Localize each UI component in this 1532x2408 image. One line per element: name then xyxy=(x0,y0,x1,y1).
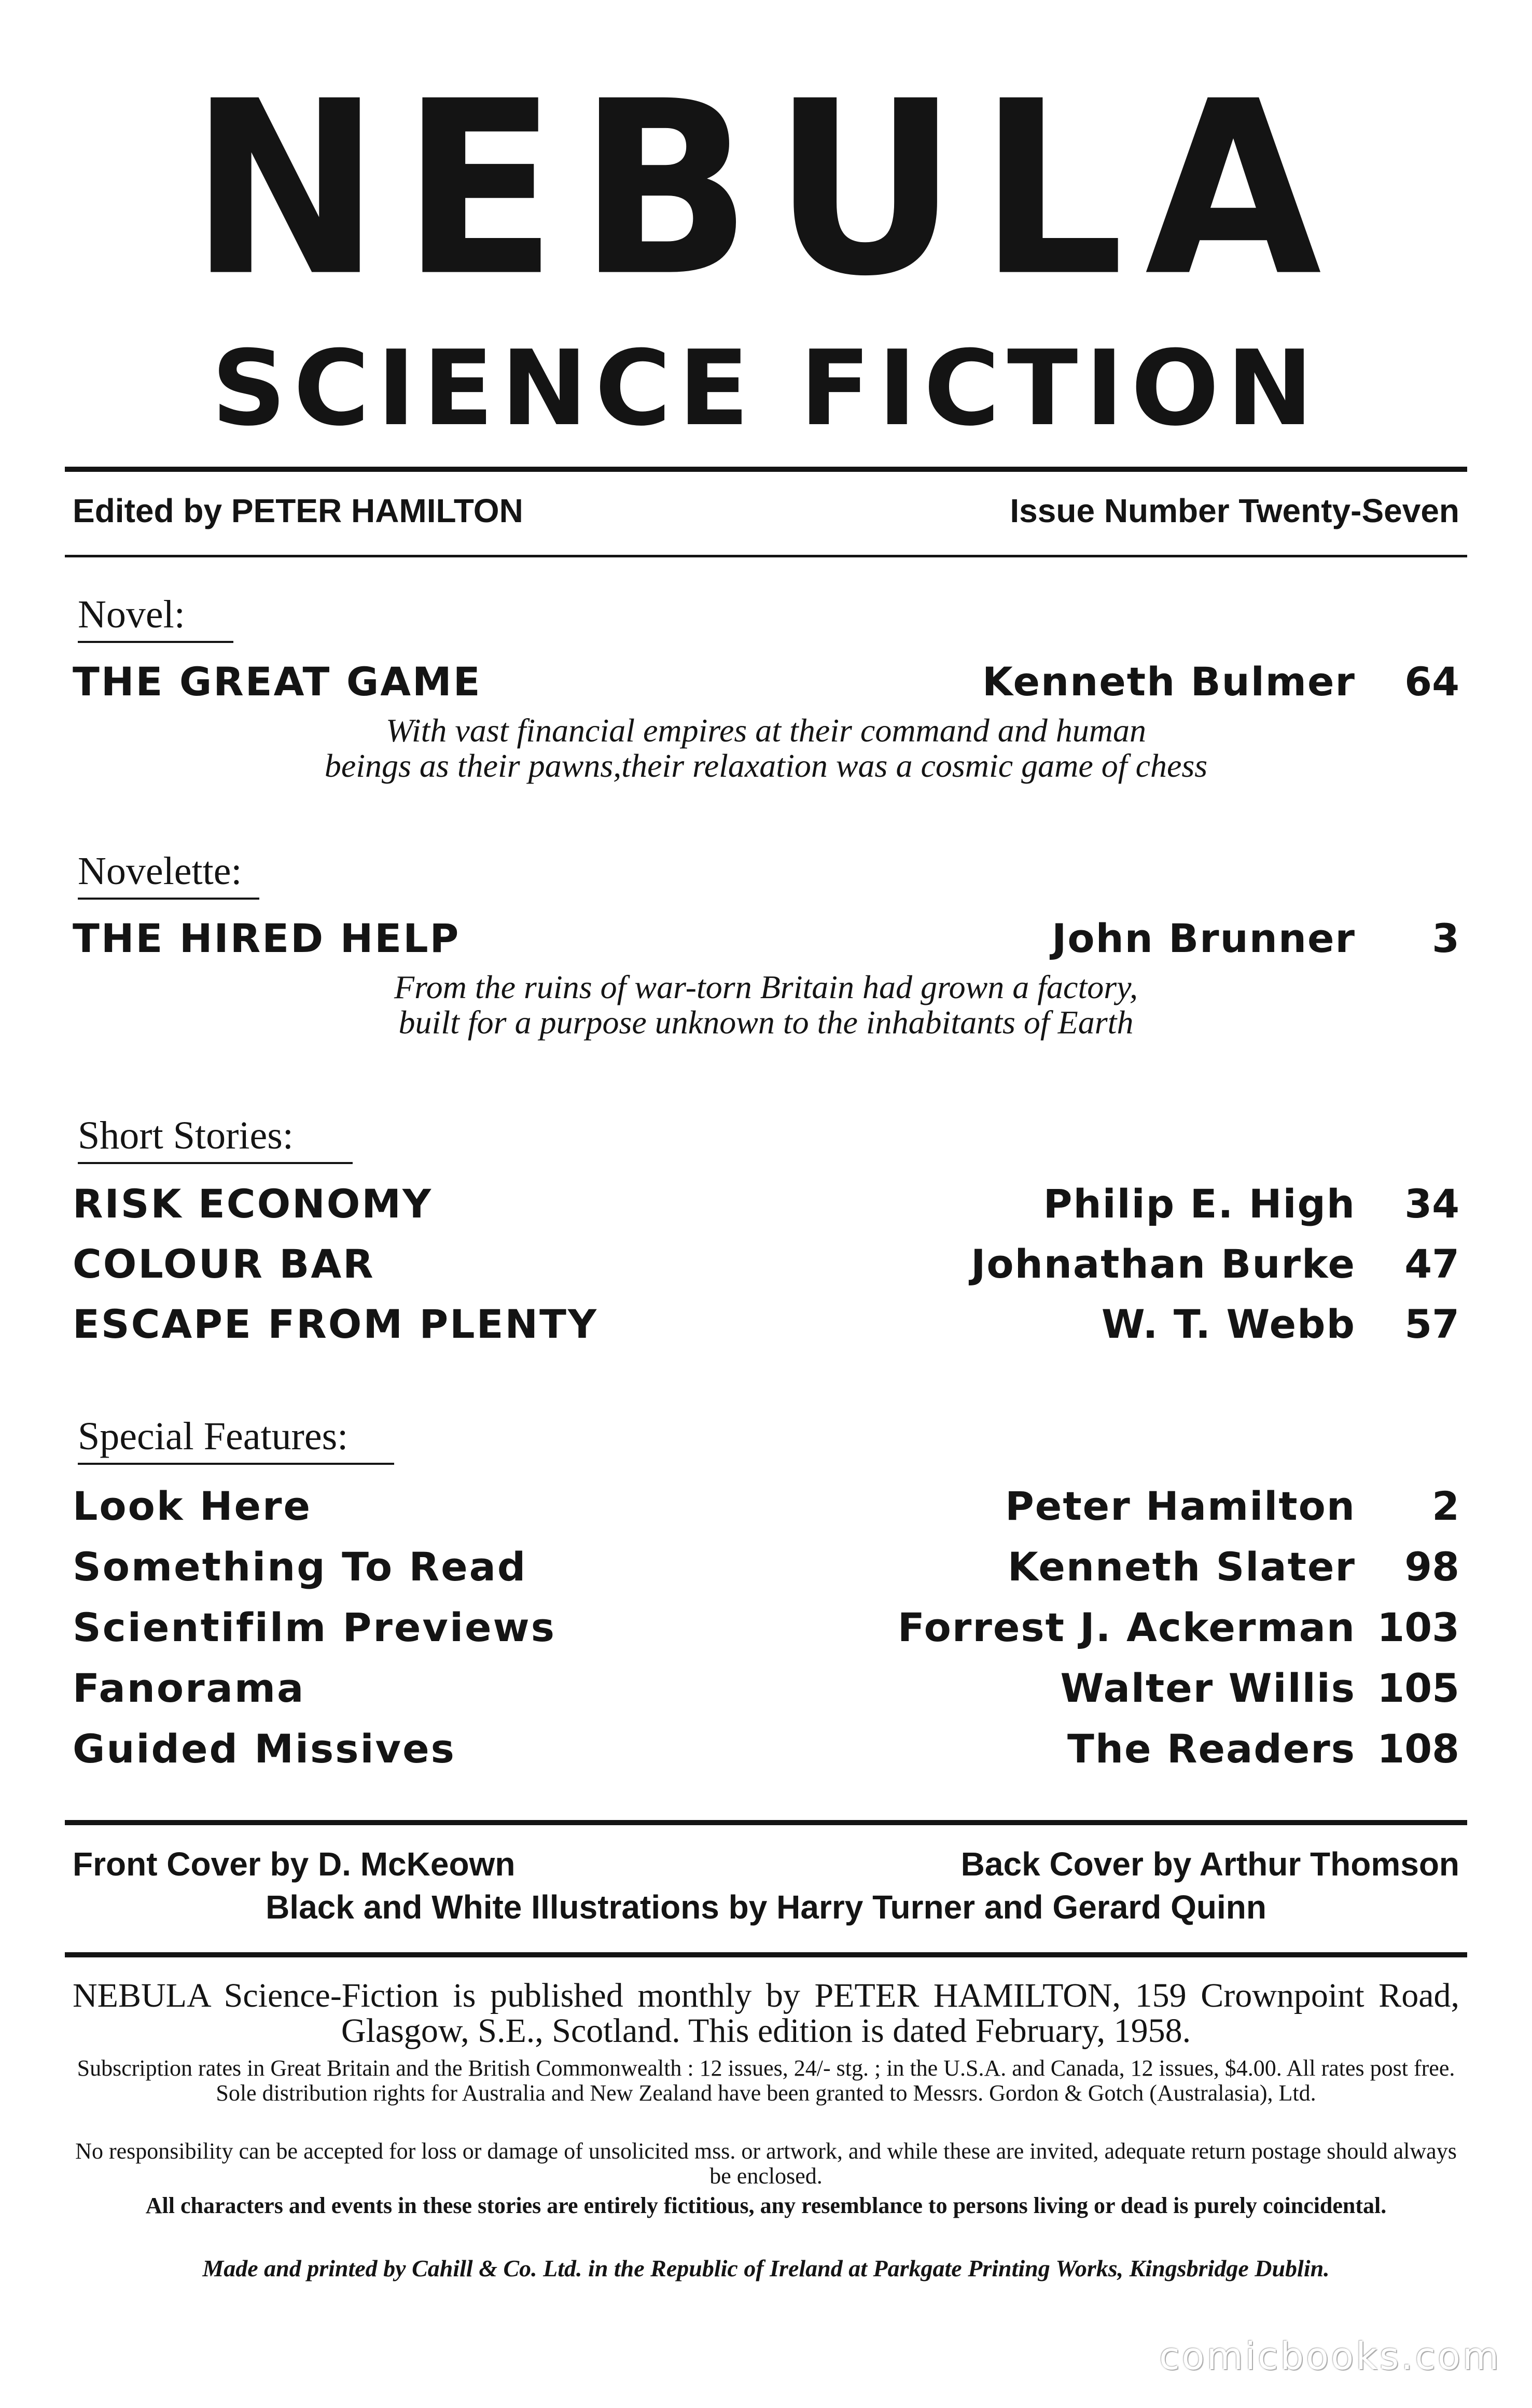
issue-number: Issue Number Twenty-Seven xyxy=(1010,492,1459,529)
subscription-notice: Subscription rates in Great Britain and the British Commonwealth : 12 issues, 24/- stg. ; in the U.S.A. and Canada, 12 issues, $4.00. All rates post free. Sole distribution rights for Australia and New Zealand have been granted to Messrs. Gordon & Gotch (Australasia), Ltd. xyxy=(77,2055,1455,2106)
contents-entry xyxy=(73,1178,1459,1230)
story-author: W. T. Webb xyxy=(1101,1301,1356,1347)
story-title: ESCAPE FROM PLENTY xyxy=(73,1301,598,1347)
story-title: RISK ECONOMY xyxy=(73,1181,433,1227)
illustration-credit: Black and White Illustrations by Harry Turner and Gerard Quinn xyxy=(266,1888,1266,1926)
story-author: John Brunner xyxy=(1052,915,1356,961)
story-title: COLOUR BAR xyxy=(73,1241,375,1287)
feature-author: Peter Hamilton xyxy=(1005,1483,1356,1529)
back-cover-credit: Back Cover by Arthur Thomson xyxy=(960,1845,1459,1883)
story-title: THE GREAT GAME xyxy=(73,659,482,705)
feature-title: Guided Missives xyxy=(73,1726,456,1772)
page-number: 103 xyxy=(1377,1604,1459,1650)
page-number: 57 xyxy=(1404,1301,1459,1347)
contents-entry xyxy=(73,913,1459,964)
story-blurb: From the ruins of war-torn Britain had grown a factory, built for a purpose unknown to the inhabitants of Earth xyxy=(394,969,1138,1041)
section-heading-short-stories: Short Stories: xyxy=(78,1112,353,1164)
magazine-subtitle: SCIENCE FICTION xyxy=(211,328,1321,449)
contents-entry xyxy=(73,1480,1459,1532)
feature-title: Something To Read xyxy=(73,1544,527,1590)
page-number: 64 xyxy=(1404,659,1459,705)
page-number: 98 xyxy=(1404,1544,1459,1590)
section-heading-special-features: Special Features: xyxy=(78,1413,394,1465)
story-blurb: With vast financial empires at their command and human beings as their pawns,their relaxation was a cosmic game of chess xyxy=(324,712,1208,784)
magazine-title: NEBULA xyxy=(189,50,1343,329)
divider xyxy=(65,467,1467,472)
page-number: 105 xyxy=(1377,1665,1459,1711)
contents-entry xyxy=(73,1602,1459,1654)
publication-notice: NEBULA Science-Fiction is published monthly by PETER HAMILTON, 159 Crownpoint Road, Glasgow, S.E., Scotland. This edition is dated February, 1958. xyxy=(73,1977,1459,2050)
story-author: Johnathan Burke xyxy=(971,1241,1356,1287)
fiction-notice: All characters and events in these stories are entirely fictitious, any resemblance to persons living or dead is purely coincidental. xyxy=(145,2193,1387,2218)
responsibility-notice: No responsibility can be accepted for loss or damage of unsolicited mss. or artwork, and while these are invited, adequate return postage should always be enclosed. xyxy=(75,2138,1457,2189)
contents-entry xyxy=(73,1541,1459,1593)
front-cover-credit: Front Cover by D. McKeown xyxy=(73,1845,516,1883)
divider xyxy=(65,1820,1467,1825)
feature-title: Look Here xyxy=(73,1483,312,1529)
story-author: Philip E. High xyxy=(1043,1181,1356,1227)
printer-notice: Made and printed by Cahill & Co. Ltd. in the Republic of Ireland at Parkgate Printing Works, Kingsbridge Dublin. xyxy=(202,2255,1330,2281)
story-title: THE HIRED HELP xyxy=(73,915,461,961)
contents-entry xyxy=(73,656,1459,708)
feature-author: The Readers xyxy=(1067,1726,1356,1772)
page-number: 47 xyxy=(1404,1241,1459,1287)
feature-title: Fanorama xyxy=(73,1665,305,1711)
section-heading-novelette: Novelette: xyxy=(78,848,259,900)
feature-author: Walter Willis xyxy=(1060,1665,1356,1711)
divider xyxy=(65,1952,1467,1957)
divider xyxy=(65,555,1467,557)
feature-title: Scientifilm Previews xyxy=(73,1604,556,1650)
page-number: 34 xyxy=(1404,1181,1459,1227)
feature-author: Forrest J. Ackerman xyxy=(897,1604,1356,1650)
contents-entry xyxy=(73,1298,1459,1350)
section-heading-novel: Novel: xyxy=(78,591,233,643)
page-number: 108 xyxy=(1377,1726,1459,1772)
story-author: Kenneth Bulmer xyxy=(982,659,1356,705)
contents-entry xyxy=(73,1662,1459,1714)
feature-author: Kenneth Slater xyxy=(1007,1544,1356,1590)
watermark: comicbooks.com xyxy=(1159,2334,1501,2378)
contents-entry xyxy=(73,1238,1459,1290)
contents-entry xyxy=(73,1723,1459,1775)
editor-credit: Edited by PETER HAMILTON xyxy=(73,492,523,529)
page-number: 3 xyxy=(1432,915,1459,961)
page-number: 2 xyxy=(1432,1483,1459,1529)
